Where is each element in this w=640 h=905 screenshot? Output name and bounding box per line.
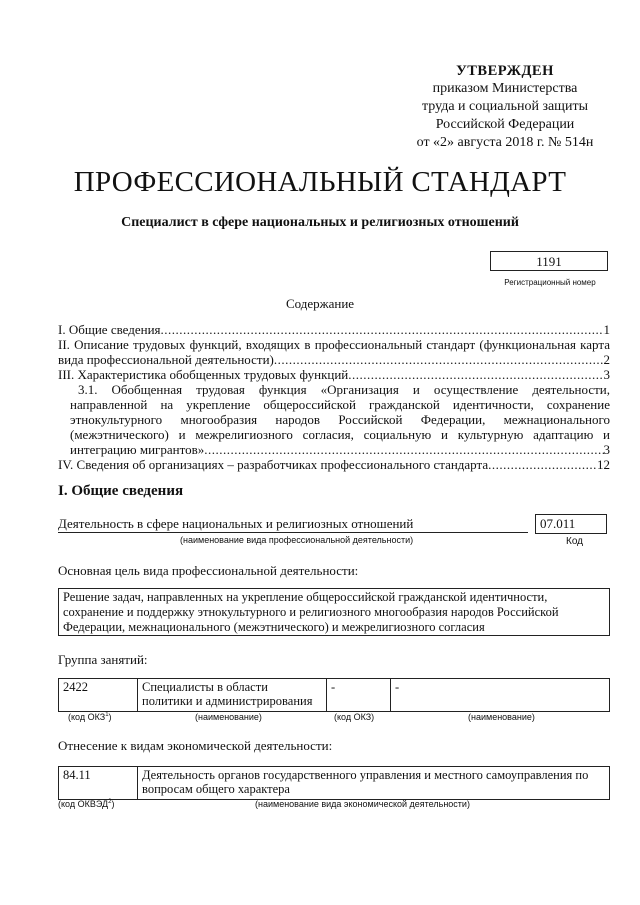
toc-item[interactable] bbox=[58, 352, 610, 368]
caption-text: ) bbox=[111, 799, 115, 809]
footnote-ref: 1 bbox=[105, 712, 109, 718]
activity-caption: (наименование вида профессиональной деятельности) bbox=[180, 535, 414, 545]
goal-box bbox=[58, 588, 610, 636]
occ-code-caption: (код ОКЗ) bbox=[334, 712, 375, 722]
registration-number-label: Регистрационный номер bbox=[504, 278, 596, 287]
toc-item[interactable] bbox=[58, 322, 610, 338]
caption-text: (код ОКВЭД bbox=[58, 799, 109, 809]
okved-name-text: вопросам общего характера bbox=[142, 782, 290, 796]
toc-item-page: 3 bbox=[603, 442, 610, 457]
toc-item-text: III. Характеристика обобщенных трудовых функций bbox=[58, 367, 349, 382]
approved-line: приказом Министерства bbox=[432, 81, 578, 96]
occupations-label: Группа занятий: bbox=[58, 652, 148, 667]
table-row bbox=[59, 679, 610, 712]
toc-item-page: 12 bbox=[597, 457, 610, 472]
activity-name: Деятельность в сфере национальных и религиозных отношений bbox=[58, 516, 414, 531]
code-label: Код bbox=[566, 536, 584, 547]
toc-item-page: 2 bbox=[603, 352, 610, 367]
section-heading: I. Общие сведения bbox=[58, 483, 184, 499]
registration-number-box: 1191 bbox=[490, 251, 608, 271]
toc-subitem-text[interactable]: 3.1. Обобщенная трудовая функция «Организация и осуществление деятельности, bbox=[78, 382, 610, 397]
toc-item-page: 3 bbox=[603, 367, 610, 382]
occ-name-cell: - bbox=[391, 679, 610, 712]
approved-heading: УТВЕРЖДЕН bbox=[456, 63, 554, 79]
toc-item-text[interactable]: II. Описание трудовых функций, входящих в профессиональный стандарт (функциональная карта bbox=[58, 337, 610, 352]
approved-line: труда и социальной защиты bbox=[422, 99, 588, 114]
toc-item-page: 1 bbox=[603, 322, 610, 337]
occ-name-caption: (наименование) bbox=[195, 712, 262, 722]
caption-text: ) bbox=[108, 712, 112, 722]
toc-item[interactable] bbox=[70, 442, 610, 458]
occ-code-cell: - bbox=[327, 679, 391, 712]
econ-label: Отнесение к видам экономической деятельности: bbox=[58, 738, 333, 753]
toc-item[interactable] bbox=[58, 457, 610, 473]
approved-date: от «2» августа 2018 г. № 514н bbox=[416, 135, 594, 150]
occ-name-caption: (наименование) bbox=[468, 712, 535, 722]
occ-code-caption bbox=[68, 712, 112, 722]
occupations-table bbox=[58, 678, 610, 712]
okved-name-cell bbox=[138, 767, 610, 800]
occ-name-text: Специалисты в области bbox=[142, 680, 268, 694]
occ-code-cell: 2422 bbox=[59, 679, 138, 712]
approval-block bbox=[385, 62, 625, 152]
toc-item-text: IV. Сведения об организациях – разработчиках профессионального стандарта bbox=[58, 457, 489, 472]
toc-title: Содержание bbox=[285, 296, 355, 311]
table-row bbox=[59, 767, 610, 800]
caption-text: (код ОКЗ bbox=[68, 712, 106, 722]
occ-name-text: политики и администрирования bbox=[142, 694, 313, 708]
activity-code-box: 07.011 bbox=[535, 514, 607, 534]
activity-underline bbox=[58, 532, 528, 533]
document-subtitle: Специалист в сфере национальных и религиозных отношений bbox=[121, 215, 519, 230]
footnote-ref: 2 bbox=[108, 799, 112, 805]
toc-subitem-text[interactable]: направленной на укрепление общероссийской гражданской идентичности, сохранение bbox=[70, 397, 610, 412]
toc-item-text: вида профессиональной деятельности) bbox=[58, 352, 274, 367]
toc-item-text: интеграцию мигрантов» bbox=[70, 442, 205, 457]
goal-label: Основная цель вида профессиональной деятельности: bbox=[58, 563, 359, 578]
occ-name-cell bbox=[138, 679, 327, 712]
goal-text: сохранение и поддержку этнокультурного и религиозного многообразия народов Российской bbox=[63, 605, 559, 619]
okved-code-cell: 84.11 bbox=[59, 767, 138, 800]
okved-name-caption: (наименование вида экономической деятельности) bbox=[255, 799, 470, 809]
document-title: ПРОФЕССИОНАЛЬНЫЙ СТАНДАРТ bbox=[73, 166, 567, 198]
okved-name-text: Деятельность органов государственного управления и местного самоуправления по bbox=[142, 768, 589, 782]
toc-subitem-text[interactable]: (межэтнического) и межрелигиозного согласия, социальную и культурную адаптацию и bbox=[70, 427, 610, 442]
goal-text: Федерации, межнационального (межэтнического) и межрелигиозного согласия bbox=[63, 620, 485, 634]
approved-line: Российской Федерации bbox=[435, 117, 575, 132]
okved-table bbox=[58, 766, 610, 800]
toc-item[interactable] bbox=[58, 367, 610, 383]
toc-subitem-text[interactable]: этнокультурного многообразия народов Российской Федерации, межнационального bbox=[70, 412, 610, 427]
toc-item-text: I. Общие сведения bbox=[58, 322, 161, 337]
okved-code-caption bbox=[58, 799, 114, 809]
goal-text: Решение задач, направленных на укрепление общероссийской гражданской идентичности, bbox=[63, 590, 548, 604]
